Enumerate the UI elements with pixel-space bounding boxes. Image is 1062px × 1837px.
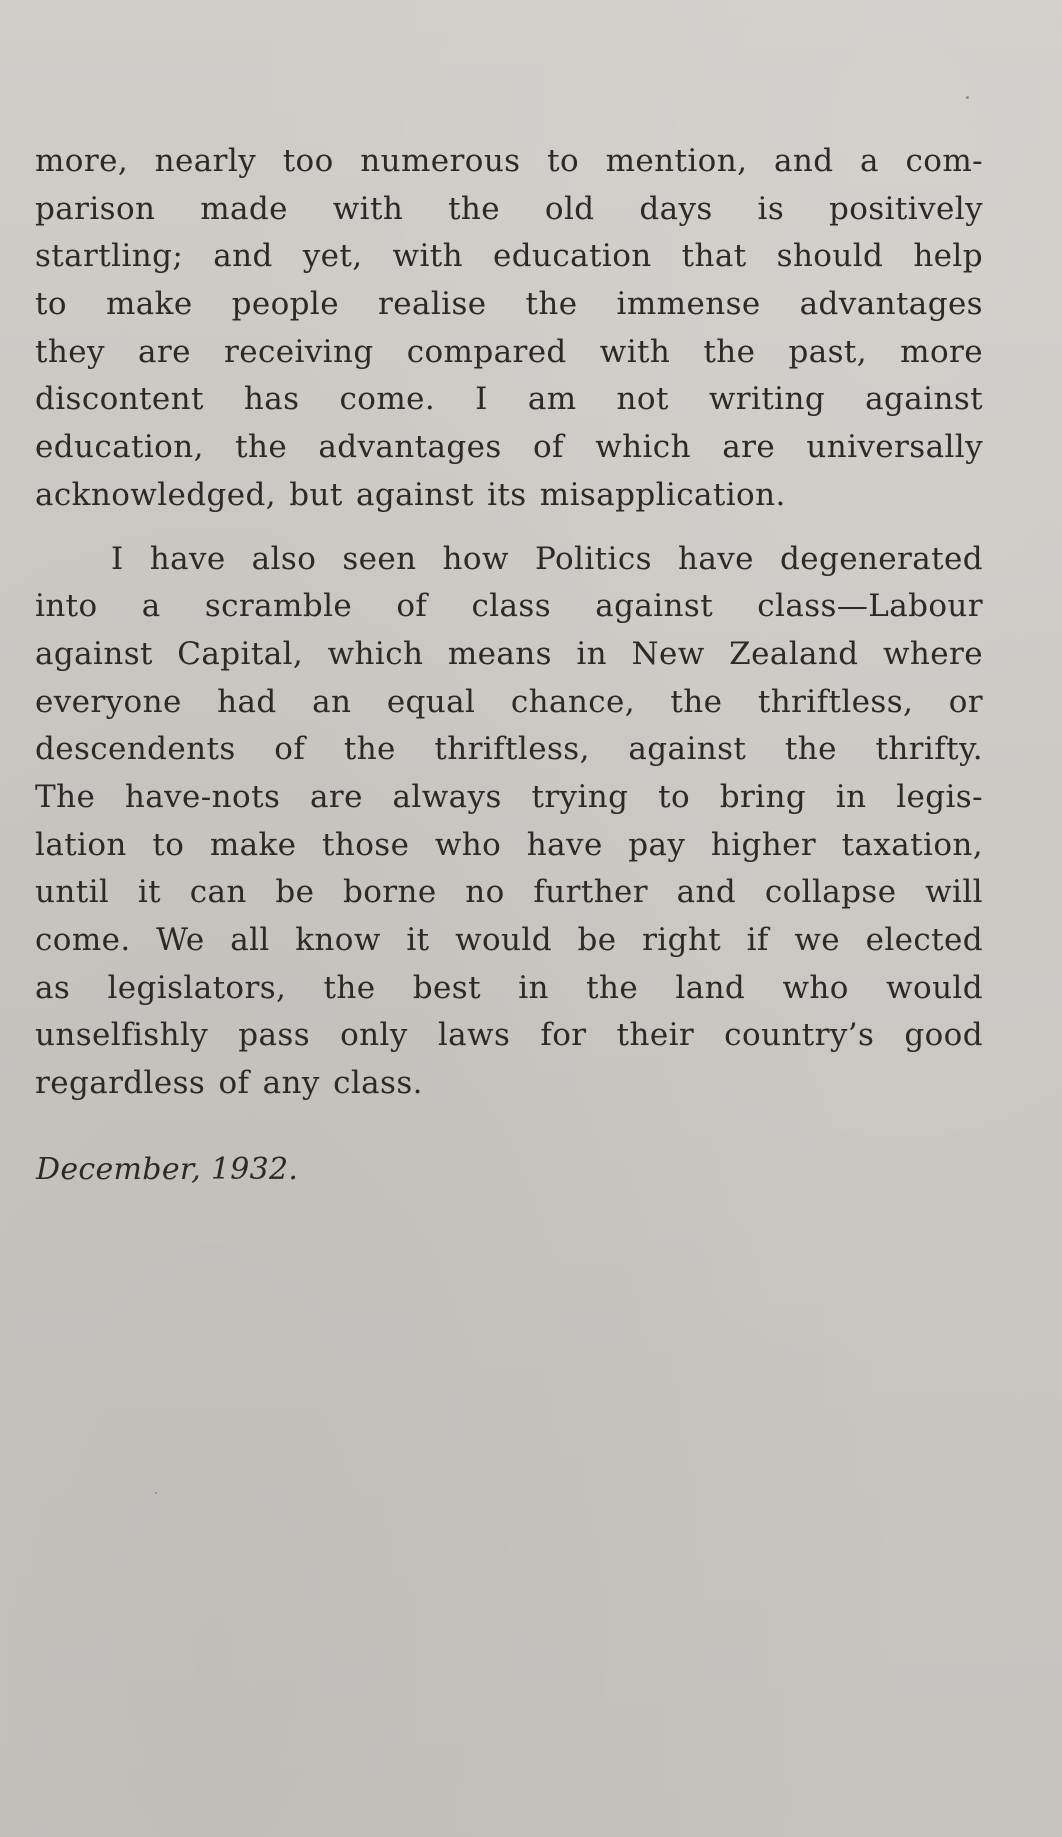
text-line: against Capital, which means in New Zealand where (35, 635, 983, 672)
text-line: startling; and yet, with education that should help (35, 238, 983, 275)
text-line: parison made with the old days is positively (35, 190, 983, 227)
text-line: education, the advantages of which are universally (35, 429, 983, 466)
text-line: come. We all know it would be right if we elected (35, 922, 983, 958)
text-line: until it can be borne no further and collapse will (35, 874, 983, 911)
text-line: regardless of any class. (35, 1065, 423, 1102)
paragraph-spacing (35, 520, 983, 536)
date-line: December, 1932. (36, 1152, 299, 1187)
text-line: acknowledged, but against its misapplication. (35, 476, 786, 513)
text-line: everyone had an equal chance, the thriftless, or (35, 683, 983, 720)
text-line: I have also seen how Politics have degenerated (111, 540, 983, 577)
text-line: lation to make those who have pay higher taxation, (35, 826, 983, 863)
paper-speck (966, 96, 969, 99)
body-text (35, 138, 983, 1108)
text-line: more, nearly too numerous to mention, and a com- (35, 143, 983, 179)
paper-speck (155, 1492, 157, 1494)
paragraph-2 (35, 536, 983, 1108)
text-line: as legislators, the best in the land who would (35, 969, 983, 1006)
text-line: they are receiving compared with the past, more (35, 333, 983, 370)
text-line: unselfishly pass only laws for their country’s good (35, 1017, 983, 1054)
text-line: discontent has come. I am not writing against (35, 381, 983, 418)
text-line: descendents of the thriftless, against the thrifty. (35, 731, 983, 768)
text-line: The have-nots are always trying to bring in legis- (35, 778, 983, 815)
text-line: into a scramble of class against class—Labour (35, 588, 983, 625)
text-line: to make people realise the immense advantages (35, 286, 983, 323)
paragraph-1 (35, 138, 983, 520)
